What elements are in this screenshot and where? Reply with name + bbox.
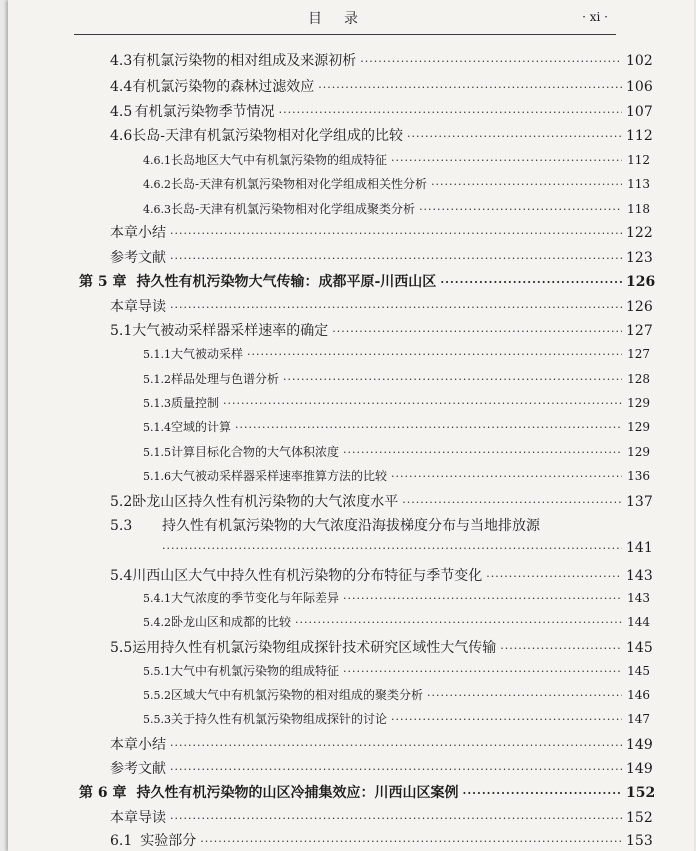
toc-entry-title: 长岛-天津有机氯污染物相对化学组成相关性分析 xyxy=(171,177,428,191)
toc-entry-page: 147 xyxy=(627,712,650,726)
toc-entry-page: 129 xyxy=(627,445,650,459)
toc-entry-page: 113 xyxy=(627,177,650,191)
toc-entry-number: 6.1 xyxy=(110,833,133,849)
dot-leader xyxy=(500,642,622,655)
toc-entry-title: 卧龙山区和成都的比较 xyxy=(171,615,292,629)
dot-leader xyxy=(427,689,622,702)
toc-entry-page: 126 xyxy=(626,274,656,290)
toc-entry[interactable] xyxy=(110,247,653,267)
toc-entry-page: 145 xyxy=(627,664,650,678)
toc-entry-title: 运用持久性有机氯污染物组成探针技术研究区域性大气传输 xyxy=(132,640,497,656)
toc-entry-number: 5.5.2 xyxy=(143,689,171,702)
toc-entry-number: 5.3 xyxy=(110,518,133,534)
toc-entry-title: 有机氯污染物季节情况 xyxy=(134,104,275,120)
toc-entry-title: 长岛地区大气中有机氯污染物的组成特征 xyxy=(171,153,388,167)
toc-entry[interactable] xyxy=(143,467,650,484)
toc-entry-number: 5.1.1 xyxy=(143,348,171,361)
toc-entry-page: 143 xyxy=(627,591,650,605)
toc-entry-page: 145 xyxy=(626,640,653,656)
toc-entry-number: 4.3 xyxy=(110,53,133,69)
dot-leader xyxy=(170,301,622,314)
dot-leader xyxy=(162,542,622,555)
toc-entry-page: 136 xyxy=(627,469,650,483)
dot-leader xyxy=(486,570,622,583)
toc-entry-number: 5.2 xyxy=(110,494,133,510)
toc-entry[interactable] xyxy=(110,734,653,754)
toc-entry-number: 5.1 xyxy=(110,323,133,339)
dot-leader xyxy=(170,763,622,776)
toc-entry-title: 参考文献 xyxy=(110,761,166,777)
toc-entry-title: 区域大气中有机氯污染物的相对组成的聚类分析 xyxy=(171,688,424,702)
dot-leader xyxy=(419,203,622,216)
toc-entry-title: 大气被动采样器采样速率的确定 xyxy=(132,323,329,339)
toc-entry[interactable] xyxy=(110,296,653,316)
toc-entry[interactable] xyxy=(110,565,653,585)
dot-leader xyxy=(235,421,622,434)
toc-entry-page: 127 xyxy=(627,347,650,361)
page-header xyxy=(8,0,694,34)
dot-leader xyxy=(247,348,622,361)
dot-leader xyxy=(407,130,622,143)
toc-entry-title: 质量控制 xyxy=(171,396,220,410)
toc-chapter-number: 第 5 章 xyxy=(79,274,127,290)
toc-entry-number: 5.4.1 xyxy=(143,592,171,605)
toc-entry-continuation[interactable] xyxy=(162,540,653,556)
dot-leader xyxy=(170,739,622,752)
toc-entry-page: 126 xyxy=(626,299,653,315)
dot-leader xyxy=(332,325,622,338)
toc-entry-title: 本章小结 xyxy=(110,225,166,241)
toc-entry-page: 152 xyxy=(626,810,653,826)
toc-entry-page: 112 xyxy=(626,128,653,144)
toc-entry-title: 长岛-天津有机氯污染物相对化学组成聚类分析 xyxy=(171,202,416,216)
toc-entry[interactable] xyxy=(110,807,653,827)
toc-entry[interactable] xyxy=(143,686,650,703)
toc-entry-title: 大气浓度的季节变化与年际差异 xyxy=(171,591,340,605)
dot-leader xyxy=(343,446,622,459)
toc-entry[interactable] xyxy=(143,662,650,679)
toc-entry-number: 4.5 xyxy=(110,104,133,120)
toc-entry-page: 129 xyxy=(627,396,650,410)
toc-entry-number: 5.1.4 xyxy=(143,421,171,434)
toc-entry[interactable] xyxy=(143,710,650,727)
toc-entry-number: 4.6.2 xyxy=(143,178,171,191)
toc-entry-title: 大气被动采样器采样速率推算方法的比较 xyxy=(171,469,388,483)
toc-entry-number: 5.4 xyxy=(110,568,133,584)
toc-entry-wrapped[interactable] xyxy=(110,515,650,535)
toc-entry[interactable] xyxy=(143,370,650,387)
dot-leader xyxy=(343,592,622,605)
toc-entry-page: 102 xyxy=(626,53,653,69)
toc-entry-number: 5.1.6 xyxy=(143,470,171,483)
toc-entry[interactable] xyxy=(143,175,650,192)
dot-leader xyxy=(402,496,622,509)
toc-entry-title: 计算目标化合物的大气体积浓度 xyxy=(171,445,340,459)
toc-entry-page: 144 xyxy=(627,615,650,629)
toc-entry-title: 持久性有机氯污染物的大气浓度沿海拔梯度分布与当地排放源 xyxy=(162,518,540,534)
toc-entry-page: 118 xyxy=(627,202,650,216)
dot-leader xyxy=(440,276,622,289)
dot-leader xyxy=(391,154,622,167)
toc-chapter-entry[interactable] xyxy=(79,782,656,802)
dot-leader xyxy=(200,835,622,848)
toc-entry-page: 128 xyxy=(627,372,650,386)
toc-entry-title: 大气被动采样 xyxy=(171,347,244,361)
toc-entry-page: 146 xyxy=(627,688,650,702)
toc-entry[interactable] xyxy=(110,637,653,657)
toc-entry[interactable] xyxy=(110,101,653,121)
toc-entry-page: 149 xyxy=(626,761,653,777)
toc-entry-page: 112 xyxy=(627,153,650,167)
toc-entry-title: 本章导读 xyxy=(110,299,166,315)
toc-entry-title: 有机氯污染物的森林过滤效应 xyxy=(132,79,315,95)
toc-entry[interactable] xyxy=(143,418,650,435)
toc-chapter-title: 持久性有机污染物大气传输：成都平原-川西山区 xyxy=(136,274,437,290)
toc-entry-number: 4.6.1 xyxy=(143,154,171,167)
page-title: 目 录 xyxy=(308,11,362,27)
toc-entry-number: 4.6.3 xyxy=(143,203,171,216)
toc-entry-title: 样品处理与色谱分析 xyxy=(171,372,280,386)
toc-entry-number: 5.1.2 xyxy=(143,373,171,386)
toc-entry[interactable] xyxy=(143,345,650,362)
toc-entry-number: 4.6 xyxy=(110,128,133,144)
dot-leader xyxy=(170,812,622,825)
toc-entry-page: 123 xyxy=(626,250,653,266)
toc-entry-title: 本章小结 xyxy=(110,737,166,753)
toc-entry[interactable] xyxy=(110,491,653,511)
toc-entry-title: 大气中有机氯污染物的组成特征 xyxy=(171,664,340,678)
toc-entry-page: 122 xyxy=(626,225,653,241)
toc-entry[interactable] xyxy=(143,613,650,630)
toc-chapter-entry[interactable] xyxy=(79,271,656,291)
toc-entry-number: 5.1.3 xyxy=(143,397,171,410)
toc-entry-title: 长岛-天津有机氯污染物相对化学组成的比较 xyxy=(132,128,403,144)
toc-entry-number: 5.5.1 xyxy=(143,665,171,678)
toc-entry-title: 关于持久性有机氯污染物组成探针的讨论 xyxy=(171,712,388,726)
dot-leader xyxy=(283,373,622,386)
dot-leader xyxy=(279,106,622,119)
toc-entry-page: 137 xyxy=(626,494,653,510)
toc-entry[interactable] xyxy=(110,76,653,96)
toc-entry[interactable] xyxy=(110,50,653,70)
toc-entry-title: 卧龙山区持久性有机污染物的大气浓度水平 xyxy=(132,494,399,510)
toc-entry[interactable] xyxy=(143,200,650,217)
toc-entry-title: 实验部分 xyxy=(140,833,197,849)
dot-leader xyxy=(223,397,622,410)
dot-leader xyxy=(343,665,622,678)
toc-entry[interactable] xyxy=(110,125,653,145)
toc-entry-number: 5.5.3 xyxy=(143,713,171,726)
toc-entry-page: 143 xyxy=(626,568,653,584)
dot-leader xyxy=(295,616,622,629)
dot-leader xyxy=(318,81,622,94)
toc-entry-number: 4.4 xyxy=(110,79,133,95)
toc-entry-number: 5.1.5 xyxy=(143,446,171,459)
dot-leader xyxy=(360,55,622,68)
dot-leader xyxy=(463,787,623,800)
page-number: · xi · xyxy=(582,10,608,24)
header-rule xyxy=(74,34,616,35)
toc-entry[interactable] xyxy=(110,320,653,340)
toc-entry-page: 129 xyxy=(627,420,650,434)
toc-entry-title: 本章导读 xyxy=(110,810,166,826)
toc-entry-page: 149 xyxy=(626,737,653,753)
toc-entry[interactable] xyxy=(110,758,653,778)
document-page xyxy=(8,0,694,851)
dot-leader xyxy=(391,713,622,726)
toc-entry[interactable] xyxy=(143,151,650,168)
dot-leader xyxy=(170,252,622,265)
toc-entry-title: 空域的计算 xyxy=(171,420,232,434)
dot-leader xyxy=(170,227,622,240)
toc-chapter-number: 第 6 章 xyxy=(79,785,127,801)
dot-leader xyxy=(391,470,622,483)
toc-entry-number: 5.5 xyxy=(110,640,133,656)
toc-entry[interactable] xyxy=(110,222,653,242)
toc-entry-title: 有机氯污染物的相对组成及来源初析 xyxy=(132,53,357,69)
toc-entry-page: 127 xyxy=(626,323,653,339)
toc-entry-title: 川西山区大气中持久性有机污染物的分布特征与季节变化 xyxy=(132,568,483,584)
toc-entry-title: 参考文献 xyxy=(110,250,166,266)
toc-entry-page: 153 xyxy=(626,833,653,849)
dot-leader xyxy=(431,178,622,191)
toc-entry[interactable] xyxy=(143,443,650,460)
toc-entry[interactable] xyxy=(143,589,650,606)
toc-entry-page: 106 xyxy=(626,79,653,95)
toc-entry[interactable] xyxy=(143,394,650,411)
toc-entry-page: 152 xyxy=(626,785,656,801)
toc-entry-number: 5.4.2 xyxy=(143,616,171,629)
toc-chapter-title: 持久性有机污染物的山区冷捕集效应：川西山区案例 xyxy=(136,785,459,801)
toc-entry-page: 107 xyxy=(626,104,653,120)
toc-entry[interactable] xyxy=(110,830,653,850)
toc-entry-page: 141 xyxy=(626,540,653,556)
